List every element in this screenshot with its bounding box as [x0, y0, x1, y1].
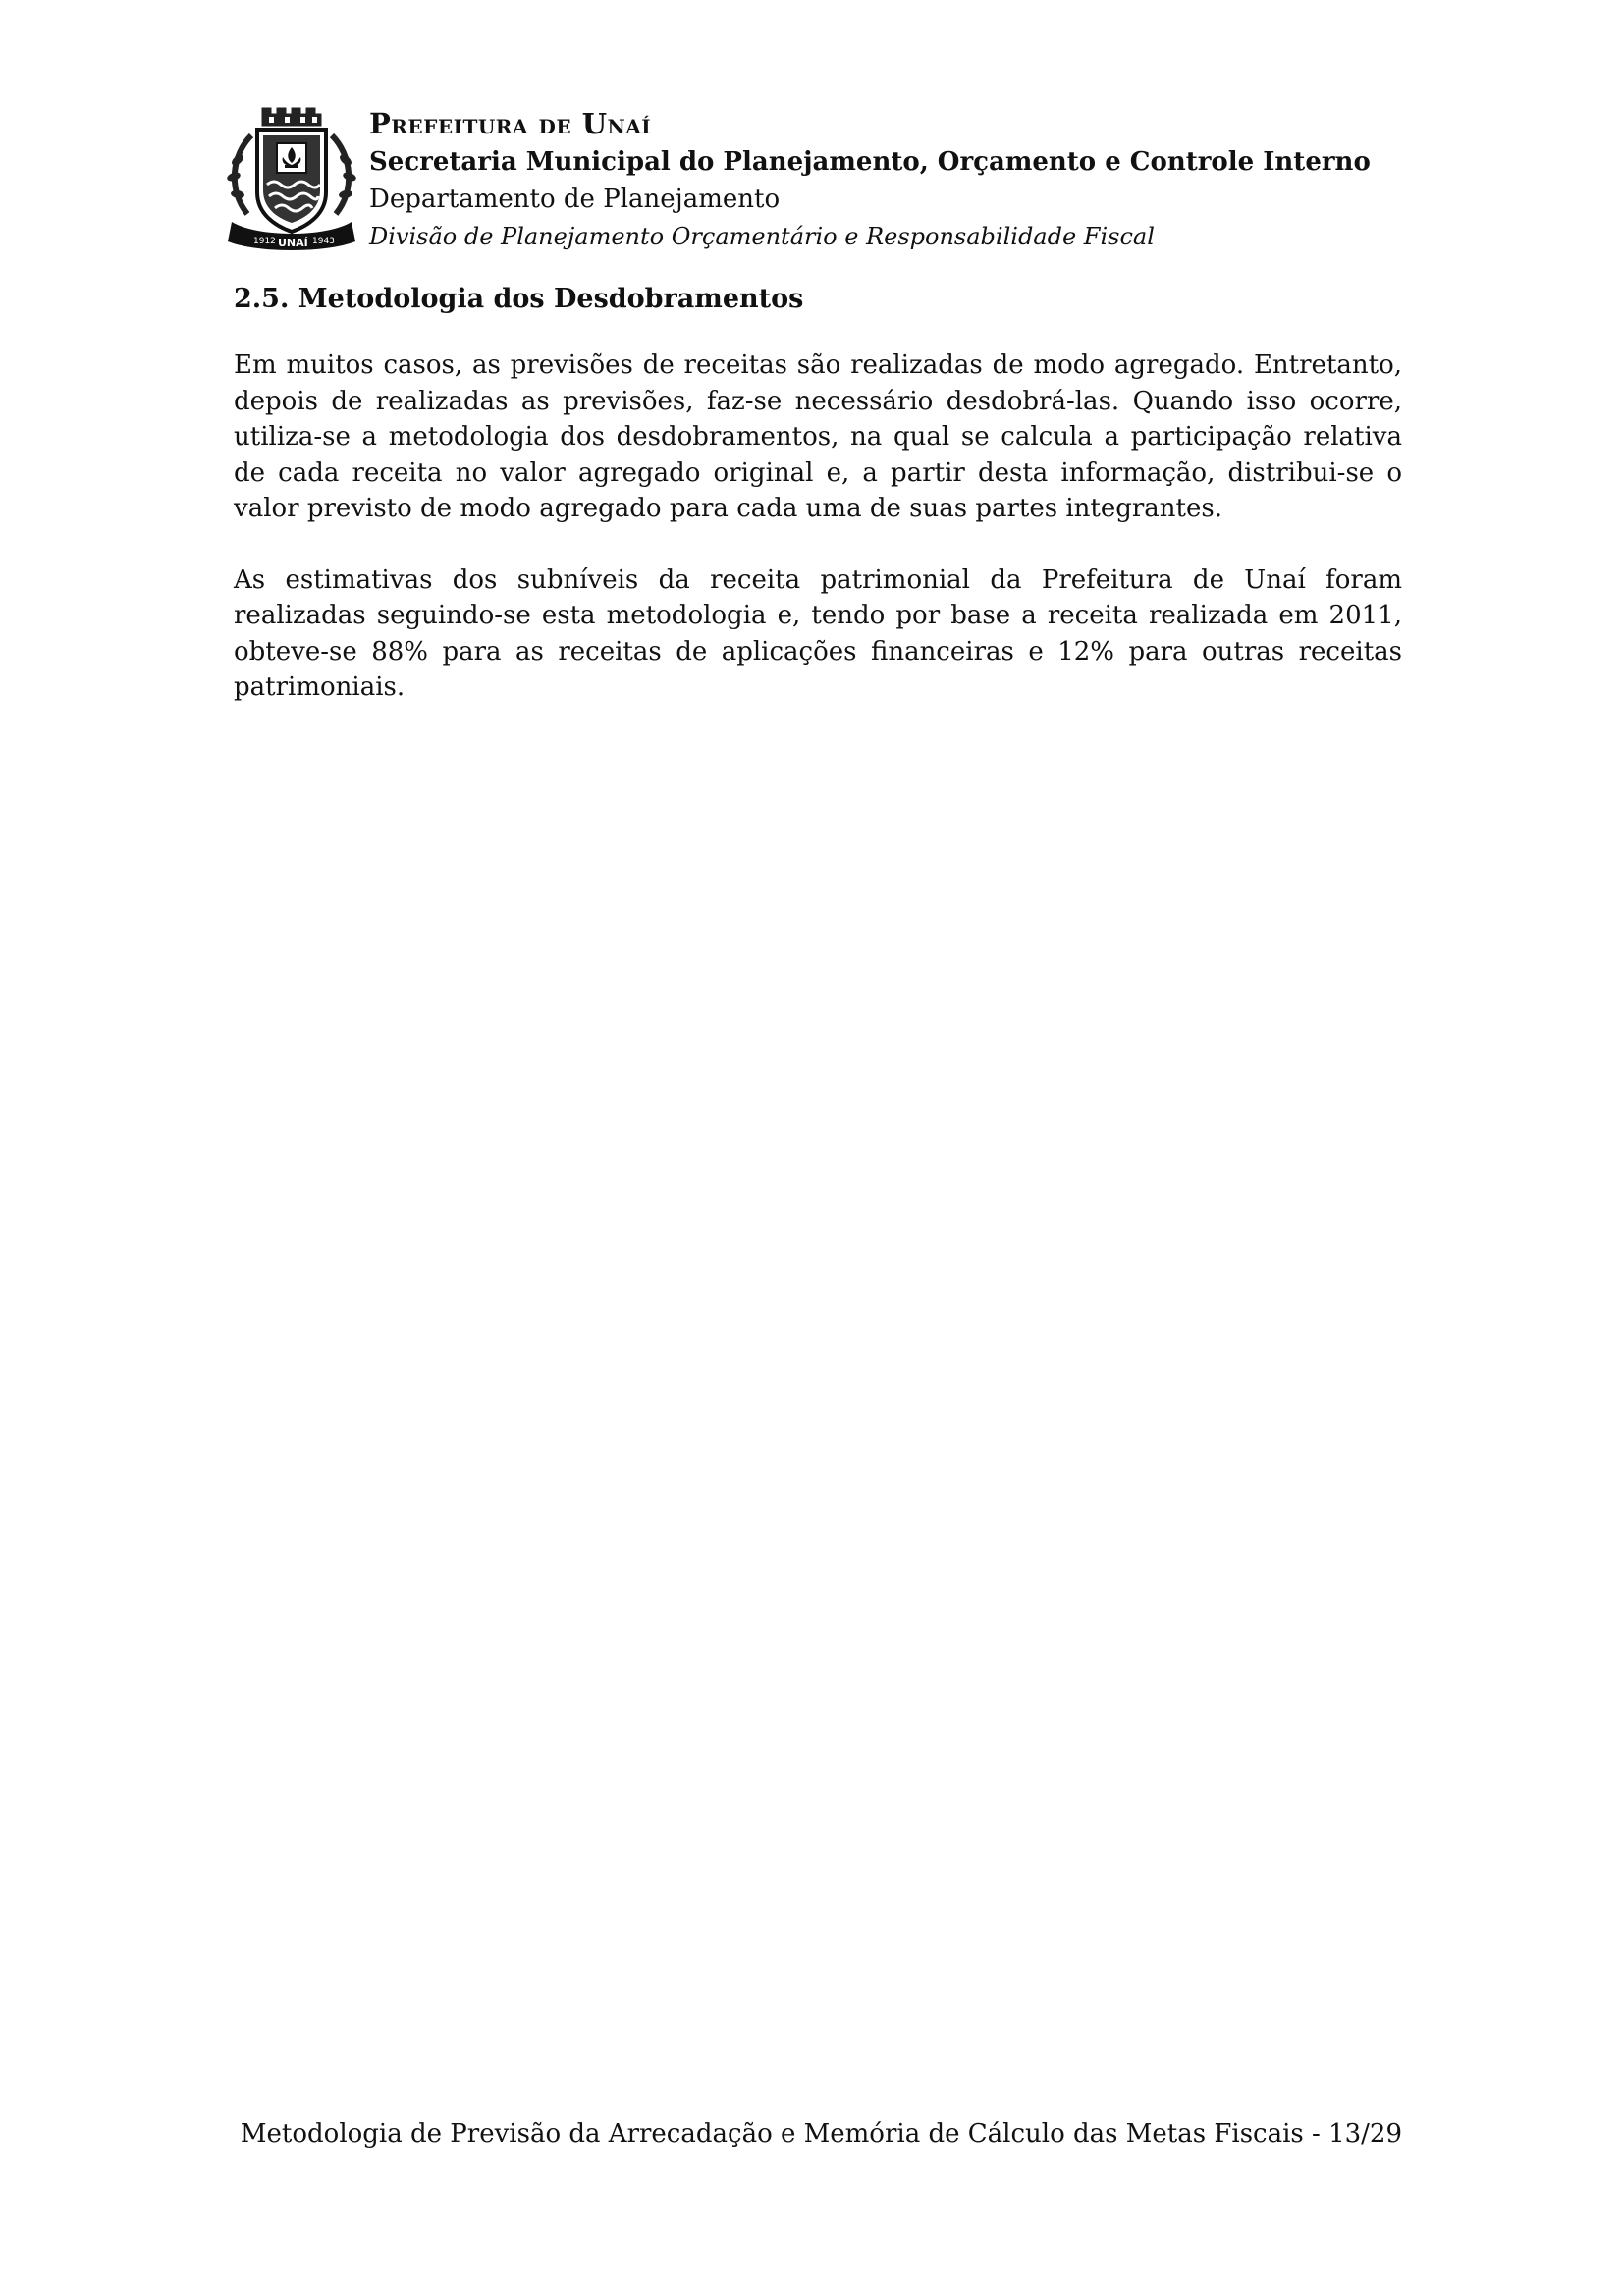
crest-year-left: 1912 [253, 237, 276, 246]
page-footer: Metodologia de Previsão da Arrecadação e Memória de Cálculo das Metas Fiscais - 13/29 [240, 2119, 1402, 2149]
crest-banner-text: UNAÍ [278, 237, 308, 249]
org-divisao: Divisão de Planejamento Orçamentário e Responsabilidade Fiscal [369, 223, 1155, 250]
document-body [234, 281, 1402, 741]
org-title: Prefeitura de Unaí [369, 107, 652, 140]
paragraph: Em muitos casos, as previsões de receitas são realizadas de modo agregado. Entretanto, depois de realizadas as previsões, faz-se necessário desdobrá-las. Quando isso ocorre, utiliza-se a metodologia dos desdobramentos, na qual se calcula a participação relativa de cada receita no valor agregado original e, a partir desta informação, distribui-se o valor previsto de modo agregado para cada uma de suas partes integrantes. [234, 350, 1402, 523]
crest-year-right: 1943 [312, 237, 335, 246]
letterhead [369, 104, 1449, 255]
municipal-coat-of-arms-icon [218, 106, 365, 253]
org-secretaria: Secretaria Municipal do Planejamento, Orçamento e Controle Interno [369, 147, 1371, 177]
section-title: 2.5. Metodologia dos Desdobramentos [234, 284, 804, 314]
paragraph: As estimativas dos subníveis da receita patrimonial da Prefeitura de Unaí foram realizadas seguindo-se esta metodologia e, tendo por base a receita realizada em 2011, obteve-se 88% para as receitas de aplicações financeiras e 12% para outras receitas patrimoniais. [234, 564, 1402, 702]
org-departamento: Departamento de Planejamento [369, 185, 781, 214]
